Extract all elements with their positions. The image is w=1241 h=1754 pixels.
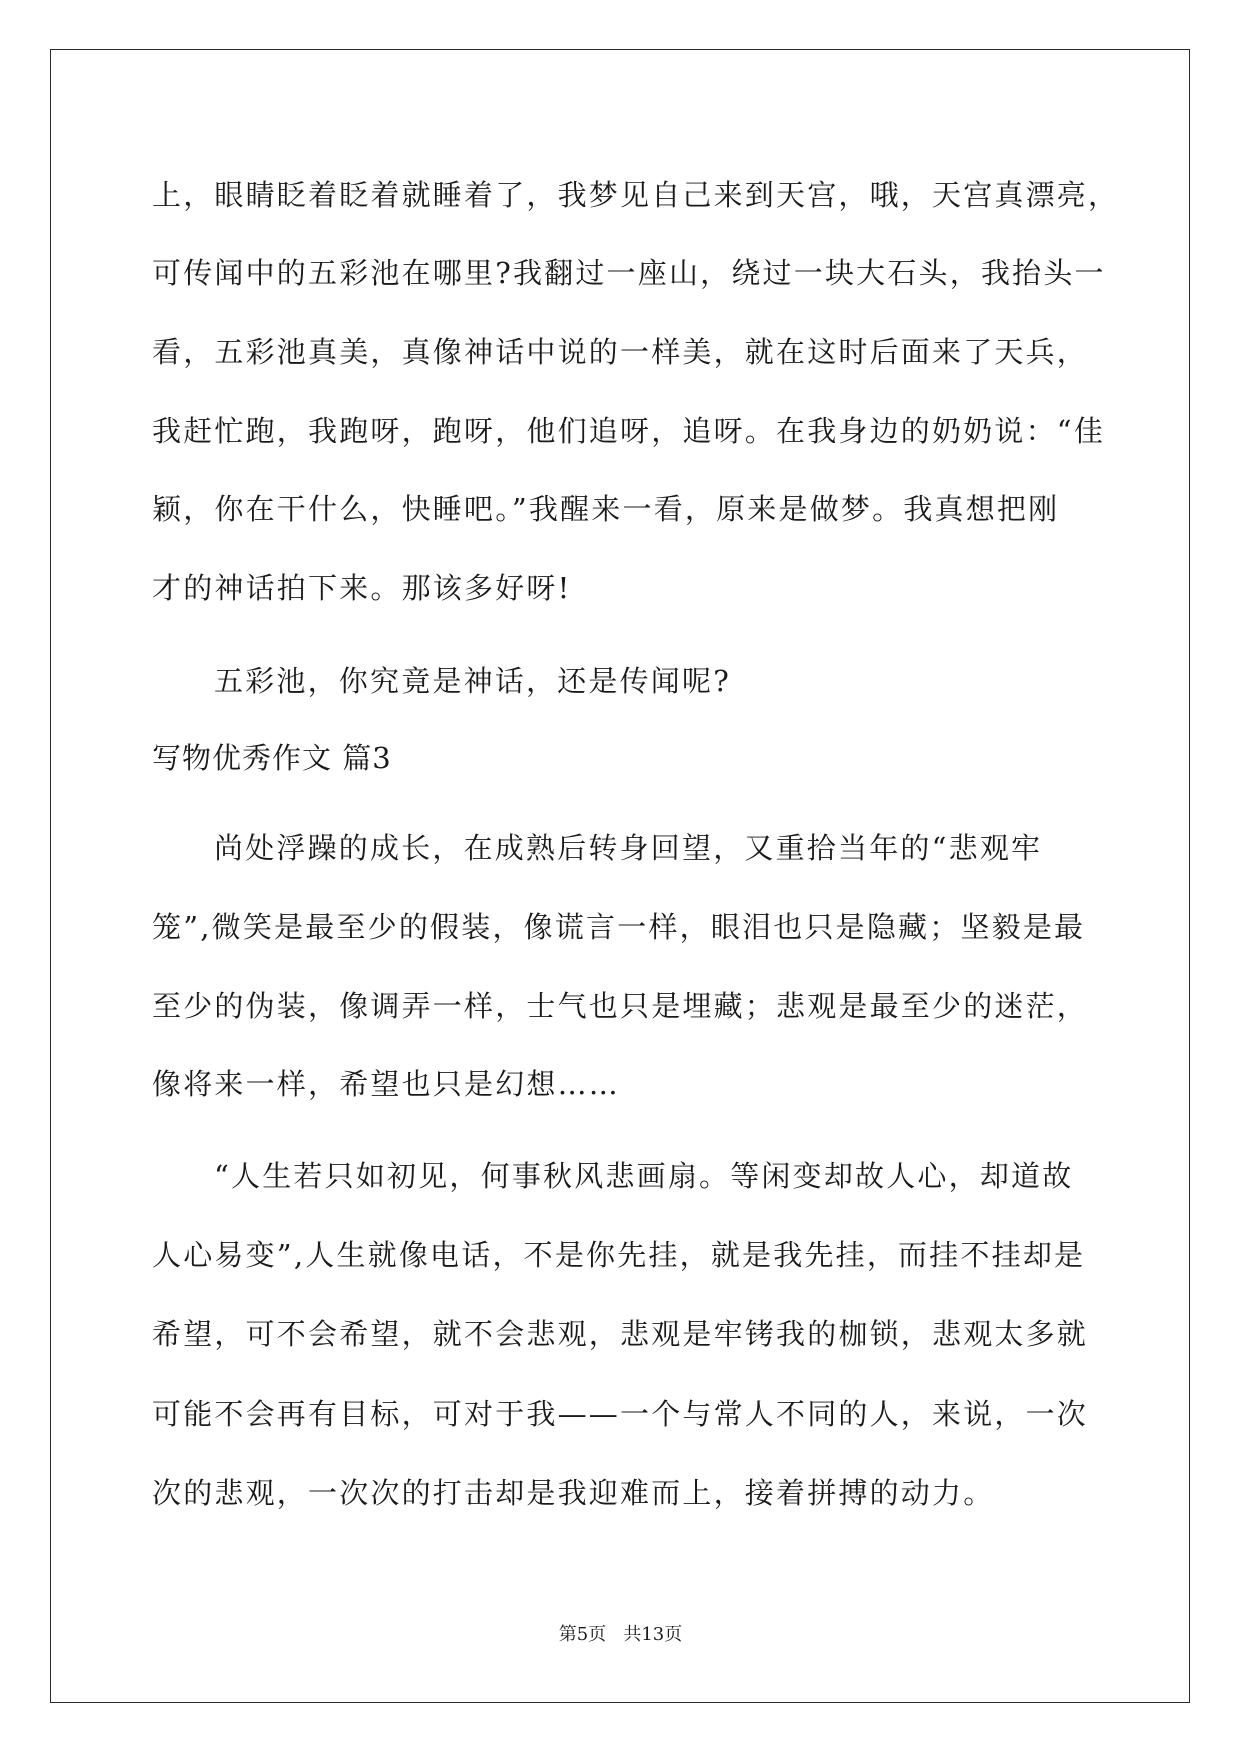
- section-heading: 写物优秀作文 篇3: [152, 741, 392, 775]
- text-line: 人心易变”,人生就像电话，不是你先挂，就是我先挂，而挂不挂却是: [152, 1238, 1086, 1272]
- text-line: 看，五彩池真美，真像神话中说的一样美，就在这时后面来了天兵，: [152, 335, 1089, 369]
- text-line: 像将来一样，希望也只是幻想……: [152, 1067, 621, 1101]
- text-line: 尚处浮躁的成长，在成熟后转身回望，又重拾当年的“悲观牢: [214, 831, 1043, 865]
- text-line: 次的悲观，一次次的打击却是我迎难而上，接着拼搏的动力。: [152, 1476, 995, 1510]
- text-line: 可传闻中的五彩池在哪里?我翻过一座山，绕过一块大石头，我抬头一: [152, 256, 1106, 290]
- page-border: [50, 49, 1190, 1703]
- page-number-label: 第5页 共13页: [558, 1624, 683, 1645]
- text-line: 上，眼睛眨着眨着就睡着了，我梦见自己来到天宫，哦，天宫真漂亮，: [152, 178, 1120, 212]
- text-line: 才的神话拍下来。那该多好呀!: [152, 571, 572, 605]
- text-line: 希望，可不会希望，就不会悲观，悲观是牢铐我的枷锁，悲观太多就: [152, 1317, 1089, 1351]
- text-line: 我赶忙跑，我跑呀，跑呀，他们追呀，追呀。在我身边的奶奶说：“佳: [152, 414, 1106, 448]
- text-line: 颖，你在干什么，快睡吧。”我醒来一看，原来是做梦。我真想把刚: [152, 492, 1060, 526]
- text-line: 五彩池，你究竟是神话，还是传闻呢?: [214, 664, 731, 698]
- text-line: 笼”,微笑是最至少的假装，像谎言一样，眼泪也只是隐藏；坚毅是最: [152, 910, 1086, 944]
- text-line: 可能不会再有目标，可对于我——一个与常人不同的人，来说，一次: [152, 1397, 1089, 1431]
- text-line: “人生若只如初见，何事秋风悲画扇。等闲变却故人心，却道故: [214, 1159, 1074, 1193]
- text-line: 至少的伪装，像调弄一样，士气也只是埋藏；悲观是最至少的迷茫，: [152, 989, 1089, 1023]
- page-number: [0, 1623, 1241, 1647]
